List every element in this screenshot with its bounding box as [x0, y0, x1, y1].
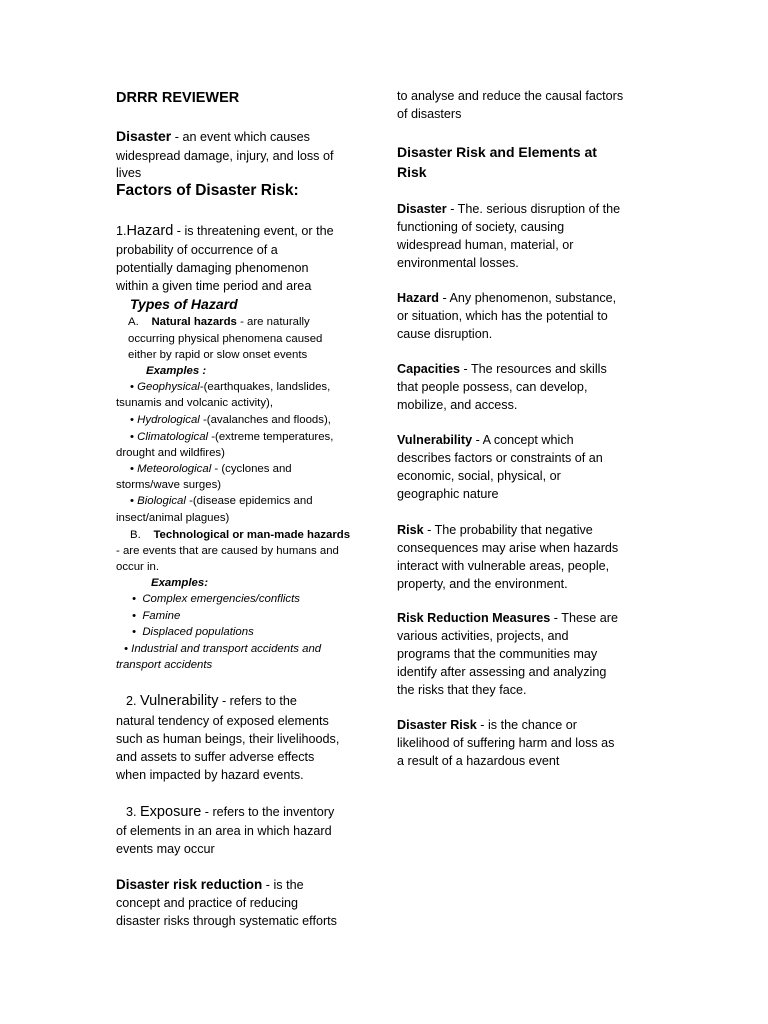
examples-label: Examples:	[151, 577, 208, 589]
text-line: drought and wildfires)	[116, 447, 225, 459]
list-item: • Climatological -(extreme temperatures,	[130, 431, 334, 443]
term: Disaster risk reduction	[116, 877, 263, 892]
term: Risk Reduction Measures	[397, 611, 551, 625]
text-line: describes factors or constraints of an	[397, 451, 603, 465]
text-line: such as human beings, their livelihoods,	[116, 732, 340, 746]
term: Risk	[397, 523, 424, 537]
term: Disaster Risk	[397, 718, 477, 732]
technological-hazards: B. Technological or man-made hazards	[130, 529, 351, 541]
text-line: interact with vulnerable areas, people,	[397, 559, 610, 573]
types-heading: Types of Hazard	[130, 296, 238, 312]
definition-capacities: Capacities - The resources and skills	[397, 362, 607, 376]
text-line: geographic nature	[397, 487, 499, 501]
text-line: transport accidents	[116, 659, 213, 671]
list-item: • Displaced populations	[132, 626, 254, 638]
term: Hazard	[397, 291, 439, 305]
term: Exposure	[140, 804, 202, 820]
text-line: natural tendency of exposed elements	[116, 714, 329, 728]
text-line: of elements in an area in which hazard	[116, 824, 332, 838]
natural-hazards: A. Natural hazards - are naturally	[128, 316, 310, 328]
term: Vulnerability	[397, 433, 473, 447]
text-line: to analyse and reduce the causal factors	[397, 89, 624, 103]
text-line: programs that the communities may	[397, 647, 598, 661]
factors-heading: Factors of Disaster Risk:	[116, 182, 299, 199]
list-item: • Geophysical-(earthquakes, landslides,	[130, 381, 331, 393]
text-line: lives	[116, 166, 142, 180]
examples-label: Examples :	[146, 365, 207, 377]
text-line: or situation, which has the potential to	[397, 309, 608, 323]
text-line: storms/wave surges)	[116, 479, 222, 491]
text-line: environmental losses.	[397, 256, 519, 270]
definition-vulnerability: Vulnerability - A concept which	[397, 433, 574, 447]
definition-risk: Risk - The probability that negative	[397, 523, 593, 537]
text-line: potentially damaging phenomenon	[116, 261, 309, 275]
text-line: insect/animal plagues)	[116, 512, 230, 524]
text-line: a result of a hazardous event	[397, 754, 560, 768]
definition-risk-reduction-measures: Risk Reduction Measures - These are	[397, 611, 618, 625]
text-line: functioning of society, causing	[397, 220, 565, 234]
text-line: events may occur	[116, 842, 215, 856]
term: Disaster	[116, 128, 172, 144]
drr-definition: Disaster risk reduction - is the	[116, 877, 304, 892]
definition-disaster: Disaster - The. serious disruption of the	[397, 202, 621, 216]
text-line: the risks that they face.	[397, 683, 527, 697]
list-item: • Famine	[132, 610, 181, 622]
text-line: consequences may arise when hazards	[397, 541, 619, 555]
text-line: widespread damage, injury, and loss of	[116, 149, 334, 163]
text-line: probability of occurrence of a	[116, 243, 278, 257]
term: Hazard	[126, 223, 174, 239]
text-line: economic, social, physical, or	[397, 469, 561, 483]
section-heading: Disaster Risk and Elements at	[397, 144, 597, 160]
text-line: mobilize, and access.	[397, 398, 518, 412]
list-item: • Hydrological -(avalanches and floods),	[130, 414, 331, 426]
disaster-definition: Disaster - an event which causes	[116, 128, 310, 144]
text-line: likelihood of suffering harm and loss as	[397, 736, 615, 750]
term: Capacities	[397, 362, 460, 376]
hazard-definition: 1.Hazard - is threatening event, or the	[116, 223, 334, 239]
text-line: within a given time period and area	[116, 279, 312, 293]
text-line: concept and practice of reducing	[116, 896, 299, 910]
text-line: of disasters	[397, 107, 462, 121]
doc-title: DRRR REVIEWER	[116, 90, 240, 106]
text-line: occur in.	[116, 561, 160, 573]
list-item: • Biological -(disease epidemics and	[130, 495, 313, 507]
term: Natural hazards	[151, 316, 237, 328]
section-heading: Risk	[397, 164, 427, 180]
text-line: occurring physical phenomena caused	[128, 333, 323, 345]
term: Technological or man-made hazards	[153, 529, 351, 541]
text-line: disaster risks through systematic efforts	[116, 914, 337, 928]
text-line: widespread human, material, or	[397, 238, 574, 252]
list-item: • Industrial and transport accidents and	[124, 643, 322, 655]
term: Vulnerability	[140, 693, 219, 709]
text-line: either by rapid or slow onset events	[128, 349, 308, 361]
text-line: property, and the environment.	[397, 577, 568, 591]
vulnerability-definition: 2. Vulnerability - refers to the	[126, 693, 297, 709]
list-item: • Complex emergencies/conflicts	[132, 593, 300, 605]
text-line: various activities, projects, and	[397, 629, 569, 643]
text-line: when impacted by hazard events.	[116, 768, 304, 782]
list-item: • Meteorological - (cyclones and	[130, 463, 292, 475]
definition-hazard: Hazard - Any phenomenon, substance,	[397, 291, 617, 305]
text-line: identify after assessing and analyzing	[397, 665, 607, 679]
exposure-definition: 3. Exposure - refers to the inventory	[126, 804, 335, 820]
text-line: cause disruption.	[397, 327, 493, 341]
text-line: and assets to suffer adverse effects	[116, 750, 315, 764]
text-line: - are events that are caused by humans and	[116, 545, 339, 557]
text-line: that people possess, can develop,	[397, 380, 588, 394]
definition-disaster-risk: Disaster Risk - is the chance or	[397, 718, 577, 732]
term: Disaster	[397, 202, 447, 216]
text-line: tsunamis and volcanic activity),	[116, 397, 273, 409]
